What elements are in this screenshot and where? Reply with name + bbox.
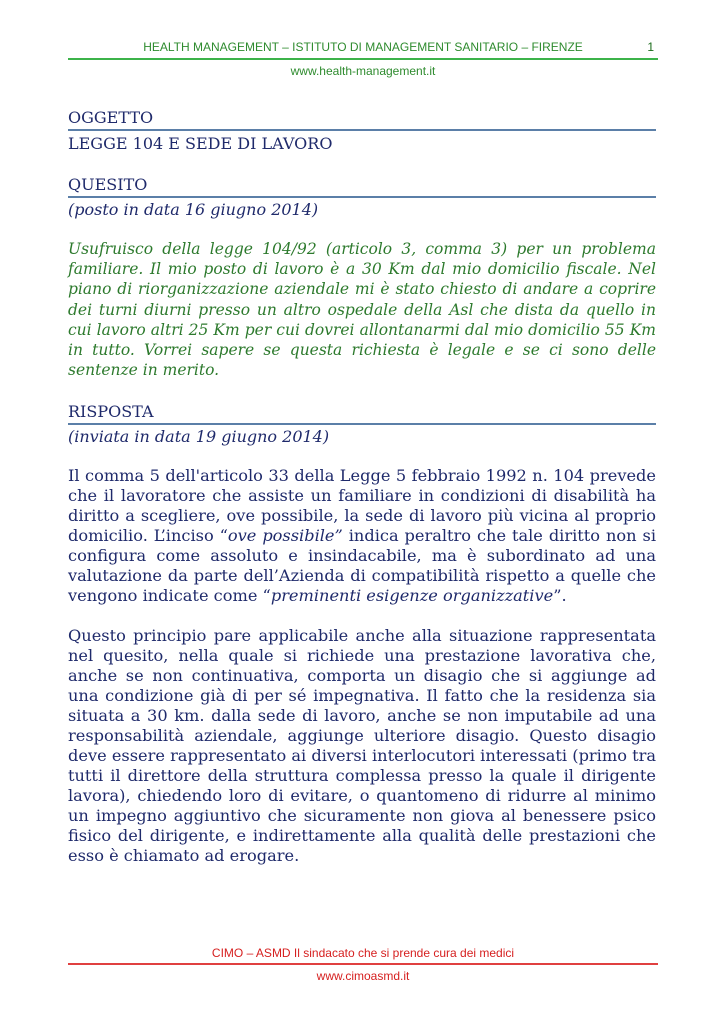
page-header <box>68 40 658 78</box>
header-title: HEALTH MANAGEMENT – ISTITUTO DI MANAGEMENT SANITARIO – FIRENZE <box>143 40 583 54</box>
footer-url-link[interactable]: www.cimoasmd.it <box>316 969 410 983</box>
header-divider <box>68 58 658 60</box>
document-body <box>68 108 656 866</box>
risposta-p1-emphasis-1: ove possibile” <box>227 526 343 546</box>
quesito-heading: QUESITO <box>68 175 656 198</box>
quesito-text: Usufruisco della legge 104/92 (articolo 3, comma 3) per un problema familiare. Il mio posto di lavoro è a 30 Km dal mio domicilio fiscale. Nel piano di riorganizzazione aziendale mi è stato chiesto di andare a coprire dei turni diurni presso un altro ospedale della Asl che dista da quello in cui lavoro altri 25 Km per cui dovrei allontanarmi dal mio domicilio 55 Km in tutto. Vorrei sapere se questa richiesta è legale e se ci sono delle sentenze in merito. <box>68 240 656 380</box>
risposta-p1-emphasis-2: preminenti esigenze organizzative <box>270 586 554 606</box>
footer-divider <box>68 963 658 965</box>
quesito-date: (posto in data 16 giugno 2014) <box>68 200 319 219</box>
footer-text: CIMO – ASMD Il sindacato che si prende cura dei medici <box>211 946 515 960</box>
risposta-p1-part-c: ”. <box>553 586 567 606</box>
risposta-p1-part-b: indica peraltro che tale diritto non si configura come assoluto e insindacabile, ma è subordinato ad una valutazione da parte dell’Azienda di compatibilità rispetto a quelle che vengono indicate come “ <box>68 526 656 606</box>
risposta-date: (inviata in data 19 giugno 2014) <box>68 427 330 447</box>
header-url-link[interactable]: www.health-management.it <box>290 64 436 78</box>
oggetto-heading: OGGETTO <box>68 108 656 131</box>
risposta-paragraph-2: Questo principio pare applicabile anche alla situazione rappresentata nel quesito, nella quale si richiede una prestazione lavorativa che, anche se non continuativa, comporta un disagio che si aggiunge ad una condizione già di per sé impegnativa. Il fatto che la residenza sia situata a 30 km. dalla sede di lavoro, anche se non imputabile ad una responsabilità aziendale, aggiunge ulteriore disagio. Questo disagio deve essere rappresentato ai diversi interlocutori interessati (primo tra tutti il direttore della struttura complessa presso la quale il dirigente lavora), chiedendo loro di evitare, o quantomeno di ridurre al minimo un impegno aggiuntivo che sicuramente non giova al benessere psico fisico del dirigente, e indirettamente alla qualità delle prestazioni che esso è chiamato ad erogare. <box>68 626 656 866</box>
risposta-p1-part-a: Il comma 5 dell'articolo 33 della Legge 5 febbraio 1992 n. 104 prevede che il lavoratore che assiste un familiare in condizioni di disabilità ha diritto a scegliere, ove possibile, la sede di lavoro più vicina al proprio domicilio. L’inciso “ <box>68 466 656 546</box>
page-number: 1 <box>647 40 654 54</box>
risposta-paragraph-1 <box>68 466 656 606</box>
page-footer <box>68 946 658 983</box>
risposta-heading: RISPOSTA <box>68 402 656 425</box>
oggetto-text: LEGGE 104 E SEDE DI LAVORO <box>68 134 333 153</box>
